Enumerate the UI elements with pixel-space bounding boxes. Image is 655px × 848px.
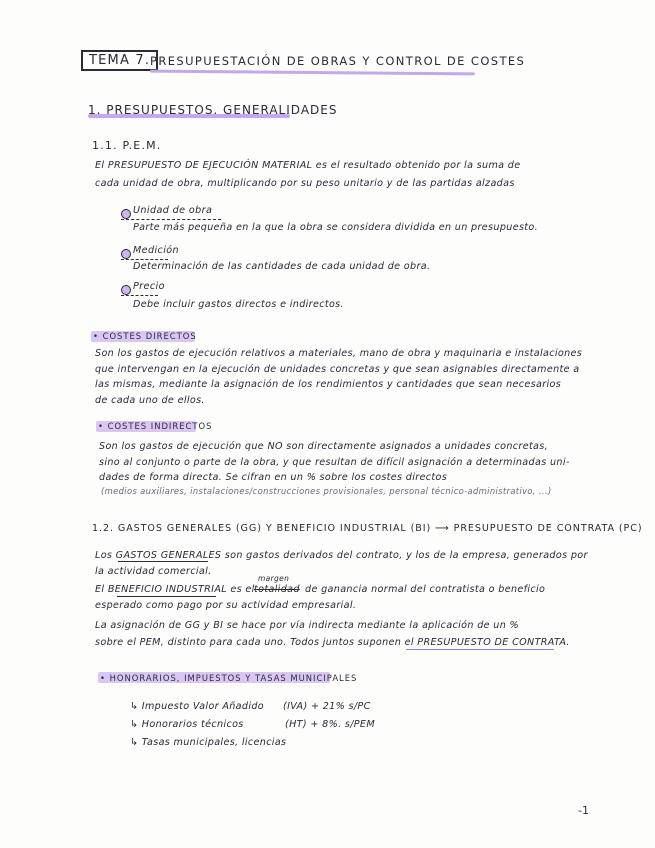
costes-directos-label: • COSTES DIRECTOS <box>93 331 197 341</box>
bi-line-2: esperado como pago por su actividad empresarial. <box>95 600 357 611</box>
pem-paragraph-line-1: El PRESUPUESTO DE EJECUCIÓN MATERIAL es el resultado obtenido por la suma de <box>95 160 521 171</box>
bullet-text-unidad: Parte más pequeña en la que la obra se considera dividida en un presupuesto. <box>133 222 539 233</box>
struck-word: totalidad <box>254 584 300 595</box>
honorarios-item-1 <box>130 701 264 712</box>
honorarios-item-2-abbr: (HT) + 8%. s/PEM <box>285 719 375 730</box>
dashed-underline <box>121 295 158 296</box>
purple-underline <box>406 649 554 650</box>
asignacion-line-1: La asignación de GG y BI se hace por vía indirecta mediante la aplicación de un % <box>95 620 520 631</box>
dashed-underline <box>121 259 168 260</box>
title-underline <box>150 70 475 76</box>
honorarios-item-1-abbr: (IVA) + 21% s/PC <box>283 701 371 712</box>
honorarios-item-2 <box>130 719 244 730</box>
honorarios-item-2-text: Honorarios técnicos <box>141 719 244 730</box>
bullet-label-unidad: Unidad de obra <box>133 205 213 216</box>
bullet-dot <box>121 249 131 259</box>
page-number: -1 <box>578 804 589 817</box>
dashed-underline <box>121 219 221 220</box>
page-title: PRESUPUESTACIÓN DE OBRAS Y CONTROL DE COSTES <box>150 54 526 68</box>
costes-indirectos-line-3: dades de forma directa. Se cifran en un % sobre los costes directos <box>99 472 448 483</box>
arrow-icon: ↳ <box>130 719 139 730</box>
section-heading: 1. PRESUPUESTOS. GENERALIDADES <box>88 103 338 117</box>
costes-indirectos-label: • COSTES INDIRECTOS <box>98 421 213 431</box>
gg-line-1: Los GASTOS GENERALES son gastos derivados del contrato, y los de la empresa, generados por <box>95 550 588 561</box>
inserted-word: margen <box>258 574 290 583</box>
honorarios-item-1-text: Impuesto Valor Añadido <box>141 701 265 712</box>
honorarios-item-3 <box>130 737 286 748</box>
bullet-label-precio: Precio <box>133 281 165 292</box>
arrow-icon: ↳ <box>130 737 139 748</box>
bullet-dot <box>121 209 131 219</box>
costes-directos-line-3: las mismas, mediante la asignación de los rendimientos y cantidades que sean necesarios <box>95 379 562 390</box>
subsection-heading-pc: 1.2. GASTOS GENERALES (GG) Y BENEFICIO INDUSTRIAL (BI) ⟶ PRESUPUESTO DE CONTRATA (PC) <box>92 523 643 534</box>
costes-directos-line-4: de cada uno de ellos. <box>95 395 205 406</box>
costes-indirectos-line-1: Son los gastos de ejecución que NO son directamente asignados a unidades concretas, <box>99 441 549 452</box>
bi-line-1b: de ganancia normal del contratista o beneficio <box>305 584 546 595</box>
underline <box>118 561 208 562</box>
bullet-text-medicion: Determinación de las cantidades de cada unidad de obra. <box>133 261 431 272</box>
tema-label: TEMA 7. <box>81 50 158 71</box>
honorarios-item-3-text: Tasas municipales, licencias <box>141 737 287 748</box>
costes-directos-line-1: Son los gastos de ejecución relativos a materiales, mano de obra y maquinaria e instalaciones <box>95 348 583 359</box>
bullet-label-medicion: Medición <box>133 245 180 256</box>
costes-indirectos-line-4: (medios auxiliares, instalaciones/construcciones provisionales, personal técnico-administrativo, ...) <box>101 486 552 496</box>
underline <box>117 596 216 597</box>
gg-line-2: la actividad comercial. <box>95 566 212 577</box>
arrow-icon: ↳ <box>130 701 139 712</box>
bullet-text-precio: Debe incluir gastos directos e indirectos. <box>133 299 344 310</box>
asignacion-line-2: sobre el PEM, distinto para cada uno. Todos juntos suponen el PRESUPUESTO DE CONTRATA. <box>95 637 570 648</box>
subsection-heading-pem: 1.1. P.E.M. <box>92 139 162 152</box>
bullet-dot <box>121 285 131 295</box>
honorarios-label: • HONORARIOS, IMPUESTOS Y TASAS MUNICIPALES <box>100 673 358 683</box>
bi-line-1a: El BENEFICIO INDUSTRIAL es el <box>95 584 255 595</box>
pem-paragraph-line-2: cada unidad de obra, multiplicando por su peso unitario y de las partidas alzadas <box>95 178 515 189</box>
costes-directos-line-2: que intervengan en la ejecución de unidades concretas y que sean asignables directamente a <box>95 364 580 375</box>
costes-indirectos-line-2: sino al conjunto o parte de la obra, y que resultan de difícil asignación a determinadas uni- <box>99 457 570 468</box>
